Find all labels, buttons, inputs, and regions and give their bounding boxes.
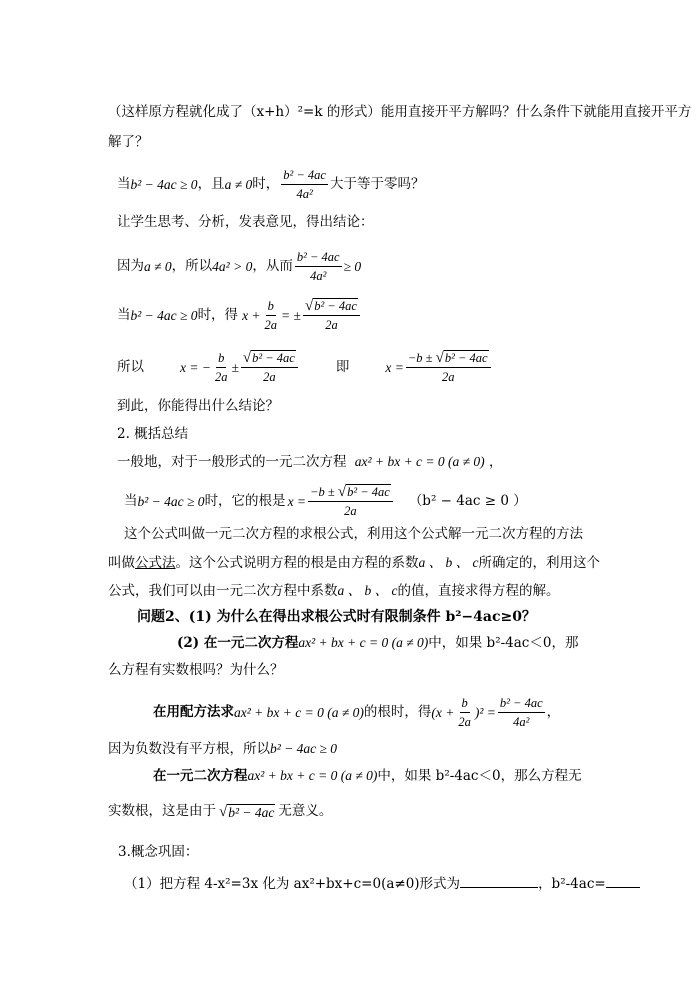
sqrt-content: b² − 4ac	[314, 299, 357, 313]
text-l7-mid: 即	[335, 358, 350, 375]
text-line-5	[117, 250, 361, 284]
fraction-denominator: 2a	[263, 370, 276, 384]
math-a-ne0: a ≠ 0	[224, 177, 253, 193]
sqrt-discriminant	[243, 350, 296, 366]
math-general-equation-4: ax² + bx + c = 0 (a ≠ 0)	[247, 768, 378, 783]
math-disc-ge0: b² − 4ac ≥ 0	[130, 177, 198, 193]
text-l20-pre: 在一元二次方程	[153, 768, 248, 784]
fraction-disc-over-4a2	[281, 168, 328, 202]
radical-sign: √	[242, 350, 252, 366]
math-pm: ±	[231, 359, 239, 375]
math-x-eq-2: x =	[287, 493, 307, 509]
term-formula-method: 公式法	[135, 555, 176, 571]
text-line-2: 解了？	[108, 134, 149, 150]
text-l3-post: 时，	[252, 176, 280, 193]
fraction-denominator: 2a	[214, 369, 228, 384]
exercise-1-text: （1）把方程 4-x²=3x 化为 ax²+bx+c=0(a≠0)形式为	[124, 876, 461, 892]
radical-sign: √	[337, 484, 347, 500]
radical-sign: √	[435, 350, 444, 366]
text-l11-mid: 时，它的根是	[204, 492, 286, 509]
fraction-b-over-2a-2	[213, 351, 230, 385]
fraction-denominator: 2a	[441, 370, 455, 384]
text-l6-pre: 当	[117, 306, 131, 323]
text-l3-pre: 当	[117, 176, 131, 193]
text-l18-end: ，	[546, 704, 561, 721]
sqrt-content: b² − 4ac	[228, 805, 275, 820]
math-disc-ge0-4: b² − 4ac ≥ 0	[270, 741, 338, 756]
text-line-16	[177, 636, 578, 651]
math-coef-abc-2: a 、 b 、 c	[337, 583, 398, 598]
exercise-1-mid: ，b²-4ac=	[538, 876, 606, 892]
fraction-quadratic-formula	[406, 350, 491, 385]
text-l3-end: 大于等于零吗？	[329, 176, 425, 193]
fraction-sqrt-over-2a-2	[241, 350, 298, 385]
text-l13-d: 所确定的，利用这个	[478, 555, 600, 571]
text-l5-post: ，从而	[252, 258, 293, 275]
radical-sign: √	[304, 298, 314, 314]
text-l18-pre: 在用配方法求	[153, 704, 234, 721]
section-heading-consolidation: 3.概念巩固：	[118, 844, 199, 860]
text-line-11	[124, 484, 527, 519]
fraction-sqrt-over-2a	[303, 298, 360, 333]
text-line-17: 么方程有实数根吗？为什么？	[108, 662, 284, 678]
fraction-disc-over-4a2-2	[295, 250, 342, 284]
text-l10-pre: 一般地，对于一般形式的一元二次方程	[117, 454, 347, 470]
sqrt-discriminant	[219, 804, 275, 820]
text-line-7	[117, 350, 493, 385]
text-l5-mid: ，所以	[171, 258, 213, 275]
sqrt-content: b² − 4ac	[347, 485, 390, 499]
text-l14-a: 公式，我们可以由一元二次方程中系数	[108, 583, 338, 599]
text-line-1: （这样原方程就化成了（x+h）²=k 的形式）能用直接开平方解吗？什么条件下就能用直接开平方	[108, 104, 692, 120]
text-line-18	[153, 696, 560, 730]
fraction-denominator: 2a	[344, 504, 357, 518]
math-disc-ge0-2: b² − 4ac ≥ 0	[130, 307, 198, 323]
fraction-disc-over-4a2-3	[498, 696, 545, 730]
numerator-minus-b-pm: −b ±	[310, 485, 335, 499]
text-l5-pre: 因为	[117, 258, 144, 275]
answer-blank-discriminant[interactable]	[606, 875, 640, 888]
sqrt-discriminant	[436, 350, 489, 366]
section-heading-summary: 2. 概括总结	[117, 426, 189, 442]
fraction-denominator: 4a²	[513, 715, 530, 729]
sqrt-discriminant	[338, 484, 391, 500]
math-x-eq-minus: x = −	[180, 359, 211, 375]
text-line-14	[108, 584, 560, 599]
text-line-19	[108, 742, 337, 757]
text-line-10	[117, 455, 502, 470]
text-l13-a: 叫做	[108, 555, 135, 571]
math-general-equation: ax² + bx + c = 0 (a ≠ 0)	[354, 454, 485, 469]
sqrt-content: b² − 4ac	[444, 351, 488, 365]
text-line-6	[117, 298, 362, 333]
fraction-numerator: b² − 4ac	[281, 168, 328, 185]
text-line-4: 让学生思考、分析，发表意见，得出结论：	[117, 214, 374, 230]
text-line-12: 这个公式叫做一元二次方程的求根公式，利用这个公式解一元二次方程的方法	[124, 526, 583, 542]
fraction-denominator: 2a	[458, 715, 471, 729]
math-close-square-eq: )² =	[474, 705, 496, 721]
text-l7-pre: 所以	[117, 358, 144, 375]
question-2-heading: 问题2、(1) 为什么在得出求根公式时有限制条件 b²−4ac≥0？	[137, 609, 536, 625]
fraction-numerator: b	[216, 351, 226, 368]
text-l11-pre: 当	[124, 492, 138, 509]
text-l20-post: 中，如果 b²-4ac＜0，那么方程无	[377, 768, 582, 784]
exercise-1	[124, 875, 640, 892]
fraction-denominator: 2a	[325, 318, 338, 332]
text-l3-mid: ，且	[197, 176, 225, 193]
math-coef-abc: a 、 b 、 c	[418, 555, 479, 570]
text-l10-post: ，	[488, 454, 503, 470]
fraction-b-over-2a	[263, 299, 280, 333]
math-4a2-gt0: 4a² > 0	[212, 259, 253, 275]
answer-blank-form[interactable]	[460, 875, 538, 888]
text-l18-mid: 的根时，得	[363, 704, 432, 721]
text-line-8: 到此，你能得出什么结论？	[117, 398, 279, 414]
text-l14-b: 的值，直接求得方程的解。	[397, 583, 560, 599]
text-l21-pre: 实数根，这是由于	[108, 803, 216, 820]
math-x-plus: x +	[242, 307, 261, 323]
fraction-quadratic-formula-2	[308, 484, 393, 519]
text-l16-pre: (2) 在一元二次方程	[177, 635, 299, 651]
math-disc-ge0-3: b² − 4ac ≥ 0	[137, 493, 205, 509]
fraction-denominator: 4a²	[296, 187, 313, 201]
text-l19-pre: 因为负数没有平方根，所以	[108, 741, 270, 757]
text-l16-post: 中，如果 b²-4ac＜0，那	[428, 635, 579, 651]
radical-sign: √	[219, 804, 228, 820]
math-general-equation-3: ax² + bx + c = 0 (a ≠ 0)	[234, 705, 364, 721]
math-x-eq: x =	[385, 359, 404, 375]
sqrt-content: b² − 4ac	[252, 351, 295, 365]
text-line-3	[117, 168, 424, 202]
math-general-equation-2: ax² + bx + c = 0 (a ≠ 0)	[298, 635, 429, 650]
math-x-plus-open: (x +	[431, 705, 455, 721]
math-ge0: ≥ 0	[343, 259, 362, 275]
text-l13-c: 。这个公式说明方程的根是由方程的系数	[175, 555, 419, 571]
text-line-20	[153, 769, 582, 784]
text-l21-post: 无意义。	[278, 803, 333, 820]
fraction-numerator: b	[266, 299, 276, 316]
fraction-denominator: 4a²	[310, 269, 327, 283]
fraction-b-over-2a-3	[456, 696, 473, 730]
math-a-ne0-2: a ≠ 0	[144, 259, 172, 275]
text-l6-mid: 时，得	[197, 306, 239, 323]
fraction-numerator: b² − 4ac	[295, 250, 342, 267]
fraction-numerator: b² − 4ac	[498, 696, 545, 713]
fraction-denominator: 2a	[264, 317, 278, 332]
sqrt-discriminant	[305, 298, 358, 314]
text-line-21	[108, 804, 332, 820]
text-l11-condition: （b² − 4ac ≥ 0 ）	[408, 492, 527, 509]
fraction-numerator: b	[460, 696, 470, 713]
text-line-13	[108, 556, 600, 571]
math-eq-pm: = ±	[281, 307, 301, 323]
numerator-minus-b-pm: −b ±	[407, 351, 433, 365]
